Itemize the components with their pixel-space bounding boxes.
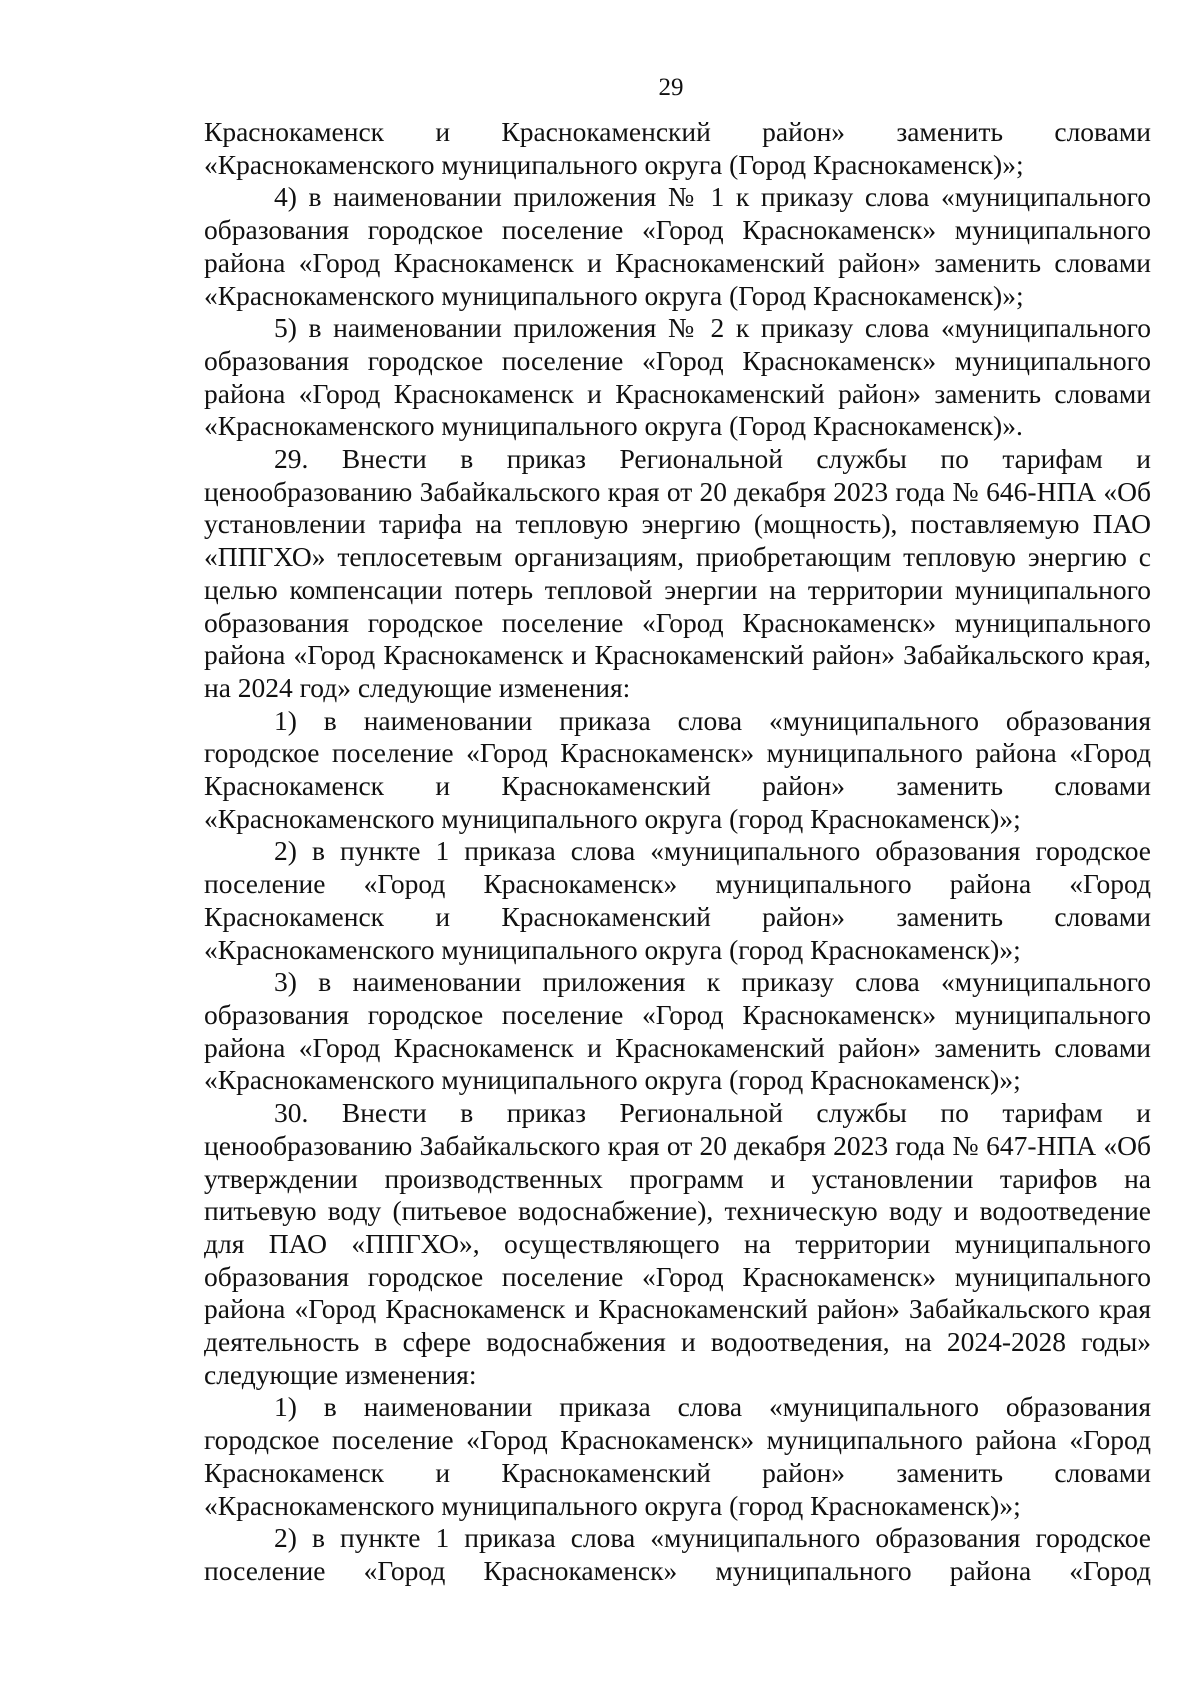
paragraph-clause-29-item-3: 3) в наименовании приложения к приказу слова «муниципального образования городское поселение «Город Краснокаменск» муниципального района «Город Краснокаменск и Краснокаменский район» заменить словами «Краснокаменского муниципального округа (город Краснокаменск)»; <box>204 966 1151 1096</box>
document-body <box>204 116 1151 1588</box>
paragraph-clause-30-item-1: 1) в наименовании приказа слова «муниципального образования городское поселение «Город Краснокаменск» муниципального района «Город Краснокаменск и Краснокаменский район» заменить словами «Краснокаменского муниципального округа (город Краснокаменск)»; <box>204 1391 1151 1521</box>
page-number: 29 <box>658 74 684 101</box>
paragraph-item-4: 4) в наименовании приложения № 1 к приказу слова «муниципального образования городское поселение «Город Краснокаменск» муниципального района «Город Краснокаменск и Краснокаменский район» заменить словами «Краснокаменского муниципального округа (Город Краснокаменск)»; <box>204 181 1151 311</box>
paragraph-clause-30: 30. Внести в приказ Региональной службы по тарифам и ценообразованию Забайкальского края от 20 декабря 2023 года № 647-НПА «Об утверждении производственных программ и установлении тарифов на питьевую воду (питьевое водоснабжение), техническую воду и водоотведение для ПАО «ППГХО», осуществляющего на территории муниципального образования городское поселение «Город Краснокаменск» муниципального района «Город Краснокаменск и Краснокаменский район» Забайкальского края деятельность в сфере водоснабжения и водоотведения, на 2024-2028 годы» следующие изменения: <box>204 1097 1151 1390</box>
paragraph-clause-30-item-2: 2) в пункте 1 приказа слова «муниципального образования городское поселение «Город Краснокаменск» муниципального района «Город <box>204 1522 1151 1586</box>
paragraph-continuation: Краснокаменск и Краснокаменский район» заменить словами «Краснокаменского муниципального округа (Город Краснокаменск)»; <box>204 116 1151 180</box>
paragraph-clause-29: 29. Внести в приказ Региональной службы по тарифам и ценообразованию Забайкальского края от 20 декабря 2023 года № 646-НПА «Об установлении тарифа на тепловую энергию (мощность), поставляемую ПАО «ППГХО» теплосетевым организациям, приобретающим тепловую энергию с целью компенсации потерь тепловой энергии на территории муниципального образования городское поселение «Город Краснокаменск» муниципального района «Город Краснокаменск и Краснокаменский район» Забайкальского края, на 2024 год» следующие изменения: <box>204 443 1151 703</box>
paragraph-item-5: 5) в наименовании приложения № 2 к приказу слова «муниципального образования городское поселение «Город Краснокаменск» муниципального района «Город Краснокаменск и Краснокаменский район» заменить словами «Краснокаменского муниципального округа (Город Краснокаменск)». <box>204 312 1151 442</box>
paragraph-clause-29-item-2: 2) в пункте 1 приказа слова «муниципального образования городское поселение «Город Краснокаменск» муниципального района «Город Краснокаменск и Краснокаменский район» заменить словами «Краснокаменского муниципального округа (город Краснокаменск)»; <box>204 835 1151 965</box>
paragraph-clause-29-item-1: 1) в наименовании приказа слова «муниципального образования городское поселение «Город Краснокаменск» муниципального района «Город Краснокаменск и Краснокаменский район» заменить словами «Краснокаменского муниципального округа (город Краснокаменск)»; <box>204 704 1151 834</box>
